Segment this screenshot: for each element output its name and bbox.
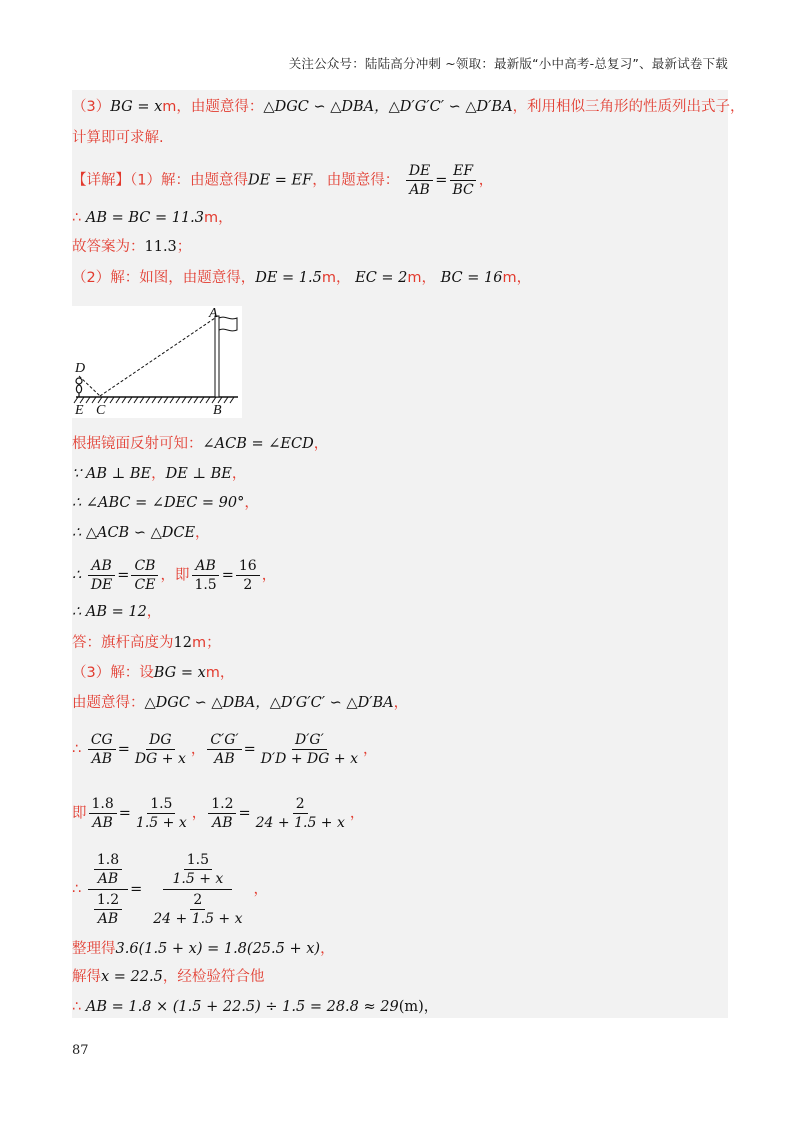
numerator: 1.5 <box>147 795 175 814</box>
fraction <box>449 162 476 199</box>
numerator: CB <box>131 557 158 576</box>
numerator: C′G′ <box>207 731 241 750</box>
numerator: 1.5 <box>184 851 212 870</box>
flagpole <box>215 316 219 397</box>
therefore-symbol: ∴ <box>72 210 86 226</box>
text-line <box>72 267 728 289</box>
text-line: 【详解】（1）解：由题意得DE = EF，由题意得： $\frac{DE}{AB}$ = $\frac{EF}{BC}$ ， <box>72 163 494 198</box>
text-span: ，即 <box>160 567 190 584</box>
math-expr: ∠ACB = ∠ECD <box>202 436 314 452</box>
text-line <box>72 492 728 514</box>
denominator: AB <box>91 751 112 767</box>
numerator: AB <box>88 557 114 576</box>
text-span: （3）解：设 <box>72 665 154 681</box>
fraction <box>132 731 189 768</box>
numerator: 2 <box>293 795 308 814</box>
denominator: DE <box>90 577 113 593</box>
numerator: 1.8 <box>94 851 122 870</box>
math-expr: 12 <box>173 635 192 651</box>
text-line <box>72 522 728 544</box>
text-line <box>72 127 728 149</box>
fraction <box>169 851 226 888</box>
denominator: AB <box>212 815 233 831</box>
denominator: AB <box>214 751 235 767</box>
text-line: ∴ $\frac{AB}{DE}$ = $\frac{CB}{CE}$ ，即 $\frac{AB}{1.5}$ = $\frac{16}{2}$ ， <box>72 558 277 593</box>
numerator: 2 <box>190 891 205 910</box>
math-expr: △D′G′C′ ∽ △D′BA <box>388 99 513 115</box>
text-line <box>72 632 728 654</box>
because-symbol: ∵ <box>72 466 86 482</box>
fraction <box>131 557 158 594</box>
text-span: ， <box>244 495 259 511</box>
text-line <box>72 966 728 988</box>
math-expr: DE ⊥ BE <box>165 466 232 482</box>
math-expr: △D′G′C′ ∽ △D′BA <box>269 695 394 711</box>
text-line <box>72 692 728 714</box>
text-span: ， <box>195 525 210 541</box>
therefore-symbol: ∴ <box>72 567 86 584</box>
math-expr: △ACB ∽ △DCE <box>85 525 196 541</box>
compound-fraction <box>88 850 128 929</box>
math-expr: △DGC ∽ △DBA， <box>263 99 389 115</box>
denominator: AB <box>409 182 430 198</box>
fraction <box>191 557 219 594</box>
page-number: 87 <box>72 1043 89 1058</box>
math-expr: 3.6(1.5 + x) = 1.8(25.5 + x) <box>115 941 321 957</box>
solution-content <box>72 90 745 1018</box>
text-line <box>72 433 728 455</box>
text-span: ， <box>231 466 247 482</box>
math-expr: BG = x <box>110 99 163 115</box>
label-c: C <box>96 403 106 418</box>
text-span: 答：旗杆高度为 <box>72 635 174 651</box>
numerator: 1.2 <box>208 795 236 814</box>
text-span: ， <box>393 695 409 711</box>
numerator <box>163 850 232 890</box>
text-line: ∴ $\frac{\frac{1.8}{AB}}{\frac{1.2}{AB}}$ = $\frac{\frac{1.5}{1.5 + x}}{\frac{2}{24 + 1.5 + x}}$ ， <box>72 852 269 927</box>
text-span: ， <box>146 604 162 620</box>
numerator: CG <box>88 731 116 750</box>
numerator: EF <box>450 162 476 181</box>
text-span: 解得 <box>72 969 101 985</box>
text-span: 【详解】（1）解：由题意得 <box>72 172 248 189</box>
fraction <box>94 891 122 928</box>
numerator: DE <box>406 162 433 181</box>
denominator: AB <box>97 911 119 927</box>
numerator: DG <box>146 731 174 750</box>
text-span: 故答案为： <box>72 239 145 255</box>
therefore-symbol: ∴ <box>72 999 86 1015</box>
denominator: 24 + 1.5 + x <box>255 815 345 831</box>
denominator: CE <box>134 577 156 593</box>
text-span: 根据镜面反射可知： <box>72 436 203 452</box>
text-line: ∴ $\frac{CG}{AB}$ = $\frac{DG}{DG + x}$ ， $\frac{C'G'}{AB}$ = $\frac{D'G'}{D'D + DG + x}$ ， <box>72 732 378 767</box>
part-label: （3） <box>72 99 111 115</box>
flag-icon <box>219 317 237 331</box>
numerator: 1.8 <box>89 795 117 814</box>
text-line <box>72 996 728 1018</box>
text-line <box>72 207 728 229</box>
text-span: 计算即可求解. <box>72 130 164 146</box>
text-line <box>72 463 728 485</box>
text-span: m； <box>191 635 221 651</box>
denominator <box>88 890 128 929</box>
fraction <box>89 795 117 832</box>
fraction <box>207 731 241 768</box>
math-expr: 11.3 <box>144 239 177 255</box>
denominator: BC <box>452 182 474 198</box>
therefore-symbol: ∴ <box>72 525 86 541</box>
text-span: ， <box>151 466 166 482</box>
text-line <box>72 662 728 684</box>
denominator: 24 + 1.5 + x <box>153 911 243 927</box>
math-expr: DE = EF <box>247 172 313 189</box>
math-expr: (m)， <box>398 999 439 1015</box>
text-span: ， <box>313 436 329 452</box>
fraction <box>88 731 116 768</box>
therefore-symbol: ∴ <box>72 881 86 898</box>
fraction <box>94 851 122 888</box>
label-a: A <box>209 306 218 321</box>
math-expr: BG = x <box>153 665 206 681</box>
compound-fraction <box>144 850 251 929</box>
page-header: 关注公众号：陆陆高分冲刺 ~领取：最新版“小中高考-总复习”、最新试卷下载 <box>288 56 728 71</box>
text-line <box>72 96 745 118</box>
denominator: 1.5 <box>194 577 217 593</box>
label-d: D <box>75 361 86 376</box>
fraction <box>88 557 115 594</box>
therefore-symbol: ∴ <box>72 604 86 620</box>
fraction <box>133 795 190 832</box>
math-expr: DE = 1.5 <box>255 270 322 286</box>
text-line: 即 $\frac{1.8}{AB}$ = $\frac{1.5}{1.5 + x}$ ， $\frac{1.2}{AB}$ = $\frac{2}{24 + 1.5 + x}$ ， <box>72 796 365 831</box>
text-span: 即 <box>72 805 87 822</box>
denominator: AB <box>97 871 119 887</box>
numerator <box>88 850 128 890</box>
numerator: AB <box>192 557 218 576</box>
math-expr: AB = BC = 11.3 <box>85 210 205 226</box>
text-span: ，经检验符合他 <box>162 969 265 985</box>
text-span: ，利用相似三角形的性质列出式子， <box>512 99 745 115</box>
fraction <box>208 795 236 832</box>
math-expr: BC = 16 <box>440 270 503 286</box>
numerator: 16 <box>236 557 260 576</box>
label-b: B <box>213 403 222 418</box>
text-span: m， <box>502 270 532 286</box>
text-span: m， <box>321 270 351 286</box>
fraction <box>150 891 245 928</box>
denominator: AB <box>92 815 113 831</box>
math-expr: AB = 12 <box>85 604 147 620</box>
text-line <box>72 236 728 258</box>
math-expr: ∠ABC = ∠DEC = 90° <box>85 495 245 511</box>
text-span: ； <box>176 239 192 255</box>
fraction <box>258 731 361 768</box>
therefore-symbol: ∴ <box>72 741 86 758</box>
math-expr: EC = 2 <box>355 270 408 286</box>
text-span: m，由题意得： <box>162 99 264 115</box>
label-e: E <box>75 403 84 418</box>
numerator: 1.2 <box>94 891 122 910</box>
text-span: 由题意得： <box>72 695 145 711</box>
text-span: ， <box>320 941 335 957</box>
numerator: D′G′ <box>292 731 327 750</box>
text-span: ，由题意得： <box>312 172 400 189</box>
math-expr: AB ⊥ BE <box>85 466 152 482</box>
math-expr: AB = 1.8 × (1.5 + 22.5) ÷ 1.5 = 28.8 ≈ 29 <box>85 999 399 1015</box>
text-span: m， <box>205 665 235 681</box>
fraction <box>253 795 348 832</box>
fraction <box>406 162 433 199</box>
text-span: 整理得 <box>72 941 116 957</box>
denominator: 1.5 + x <box>172 871 224 887</box>
text-span: m， <box>407 270 437 286</box>
text-span: m， <box>204 210 233 226</box>
therefore-symbol: ∴ <box>72 495 86 511</box>
text-line <box>72 601 728 623</box>
denominator: 2 <box>243 577 253 593</box>
denominator <box>144 890 251 929</box>
denominator: DG + x <box>134 751 186 767</box>
denominator: 1.5 + x <box>135 815 187 831</box>
math-expr: x = 22.5 <box>101 969 163 985</box>
text-line <box>72 938 728 960</box>
text-span: （2）解：如图，由题意得， <box>72 270 256 286</box>
flagpole-diagram <box>72 306 242 418</box>
math-expr: △DGC ∽ △DBA， <box>144 695 270 711</box>
denominator: D′D + DG + x <box>260 751 358 767</box>
fraction <box>236 557 260 594</box>
